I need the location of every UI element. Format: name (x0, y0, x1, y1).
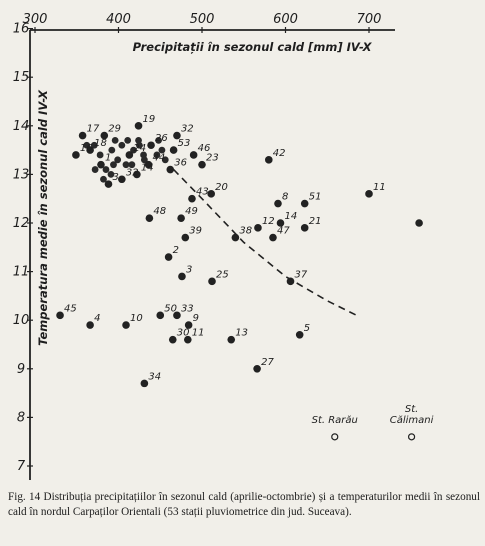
x-tick-label: 400 (106, 12, 131, 27)
y-tick-label: 7 (16, 459, 26, 474)
data-point (79, 132, 87, 140)
y-tick-label: 12 (12, 216, 30, 231)
data-point (165, 253, 173, 261)
data-point (190, 151, 198, 159)
point-label: 11 (191, 327, 205, 339)
x-tick-label: 600 (273, 12, 298, 27)
data-point (124, 137, 131, 144)
x-tick-label: 700 (356, 12, 382, 27)
open-point (332, 434, 338, 440)
point-label: 38 (239, 225, 253, 237)
point-label: 44 (152, 152, 166, 164)
data-point (97, 152, 104, 159)
point-label: 33 (180, 303, 194, 315)
data-point (254, 224, 262, 232)
data-point (105, 180, 113, 188)
data-point (177, 214, 185, 222)
data-point (166, 166, 174, 174)
point-label: 3 (185, 264, 193, 276)
point-label: 23 (206, 152, 219, 164)
open-point (409, 434, 415, 440)
point-label: 32 (125, 167, 139, 179)
point-label: 39 (189, 225, 203, 237)
point-label: 51 (308, 191, 322, 203)
data-point (178, 273, 186, 281)
point-label: 25 (216, 269, 229, 281)
point-label: 47 (276, 225, 290, 237)
point-label: 53 (177, 138, 191, 150)
point-label: 12 (261, 215, 275, 227)
data-point (135, 122, 143, 130)
data-point (188, 195, 196, 203)
data-point (296, 331, 304, 339)
data-point (265, 156, 273, 164)
y-tick-label: 10 (12, 313, 30, 329)
y-axis-title: Temperatura medie în sezonul cald IV-X (36, 90, 50, 346)
data-point (147, 141, 155, 149)
point-label: 24 (133, 142, 147, 154)
data-point (56, 312, 64, 320)
point-label: 5 (303, 322, 311, 334)
data-point (274, 200, 282, 208)
data-point (232, 234, 240, 242)
station-label: St. Călimani (389, 403, 434, 426)
data-point (301, 200, 309, 208)
point-label: 3 (112, 172, 119, 184)
data-point (118, 142, 125, 149)
point-label: 17 (86, 123, 100, 135)
x-tick-label: 300 (22, 12, 48, 27)
y-tick-label: 16 (12, 21, 30, 37)
data-point (227, 336, 235, 344)
data-point (287, 278, 295, 286)
y-tick-label: 13 (12, 167, 30, 183)
point-label: 27 (261, 356, 274, 368)
point-label: 29 (108, 123, 122, 135)
point-label: 45 (64, 303, 77, 315)
point-label: 42 (272, 147, 286, 159)
y-tick-label: 15 (12, 70, 30, 86)
data-point (182, 234, 190, 242)
point-label: 14 (284, 211, 298, 222)
y-tick-label: 11 (12, 264, 30, 280)
data-point (97, 161, 105, 169)
data-point (170, 146, 178, 154)
figure-caption: Fig. 14 Distribuția precipitațiilor în sezonul cald (aprilie-octombrie) și a temperaturilor medii în sezonul cald în nordul Carpaților Orientali (53 stații pluviometrice din jud. Suceava). (8, 491, 480, 518)
point-label: 30 (176, 327, 190, 339)
point-label: 34 (148, 371, 162, 383)
data-point (198, 161, 206, 169)
data-point (146, 214, 154, 222)
data-point (156, 312, 164, 320)
x-axis-title: Precipitații în sezonul cald [mm] IV-X (132, 40, 372, 54)
data-point (122, 321, 130, 329)
y-tick-label: 14 (12, 118, 30, 134)
data-points (56, 122, 423, 440)
data-point (112, 137, 119, 144)
point-label: 14 (140, 162, 154, 174)
point-label: 50 (164, 303, 177, 315)
data-point (72, 151, 80, 159)
data-point (141, 380, 149, 388)
data-point (301, 224, 309, 232)
data-point (118, 175, 126, 183)
point-label: 2 (172, 245, 179, 257)
data-point (169, 336, 177, 344)
station-label: St. Rarău (311, 414, 358, 426)
point-label: 11 (373, 181, 386, 193)
data-point (92, 166, 99, 173)
y-tick-label: 8 (16, 410, 26, 426)
point-label: 32 (180, 123, 194, 135)
point-label: 26 (155, 133, 168, 145)
point-label: 13 (235, 327, 248, 339)
point-label: 21 (308, 215, 322, 227)
point-label: 19 (142, 113, 156, 125)
data-point (415, 219, 423, 227)
x-tick-label: 500 (189, 12, 215, 27)
axes (13, 12, 395, 480)
data-point (208, 278, 216, 286)
data-point (86, 321, 94, 329)
point-label: 16 (79, 142, 93, 154)
data-point (269, 234, 277, 242)
point-label: 20 (215, 181, 228, 193)
point-label: 43 (195, 186, 209, 198)
data-point (126, 151, 134, 159)
point-label: 8 (281, 191, 289, 203)
point-label: 46 (197, 142, 211, 154)
point-label: 18 (94, 138, 107, 150)
point-label: 48 (153, 206, 167, 218)
y-tick-label: 9 (16, 361, 26, 377)
point-label: 1 (104, 152, 112, 164)
point-label: 10 (130, 313, 143, 325)
data-point (253, 365, 261, 373)
point-label: 49 (185, 206, 198, 218)
point-label: 36 (174, 157, 188, 169)
point-label: 9 (192, 313, 200, 325)
point-label: 4 (94, 313, 101, 325)
data-point (365, 190, 373, 198)
point-label: 37 (294, 269, 308, 281)
